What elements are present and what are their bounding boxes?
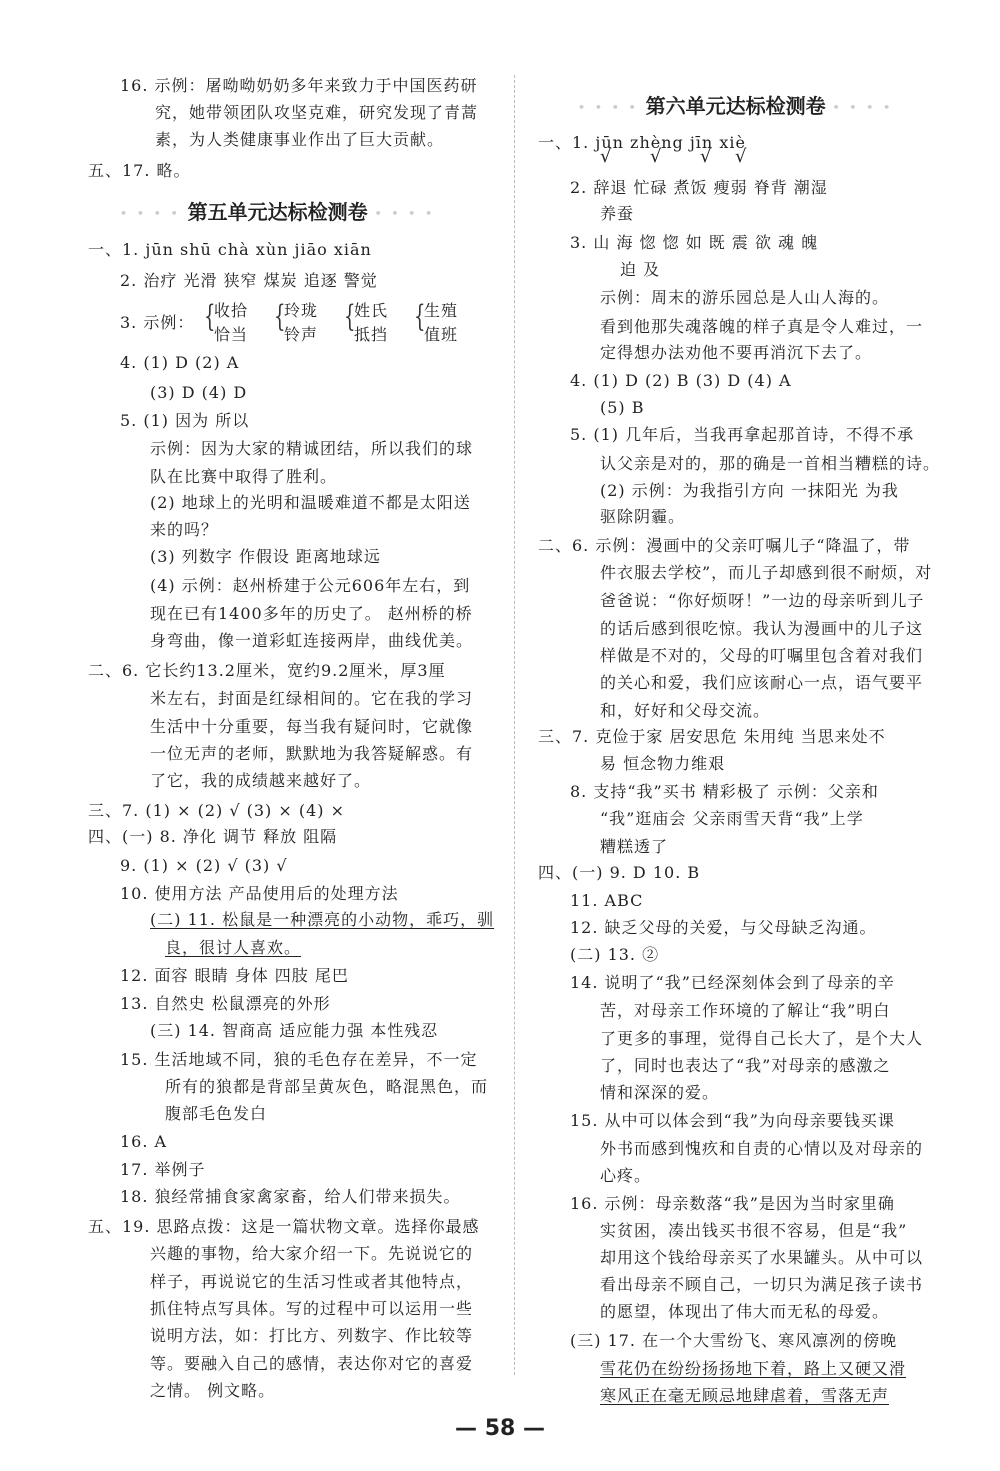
answer-line: (3) D (4) D — [150, 383, 248, 402]
answer-line: 兴趣的事物，给大家介绍一下。先说说它的 — [150, 1244, 474, 1263]
check-icon: √ — [735, 146, 747, 167]
answer-line: 三、7. 克俭于家 居安思危 朱用纯 当思来处不 — [538, 727, 886, 746]
answer-line: 苦，对母亲工作环境的了解让“我”明白 — [600, 1001, 891, 1020]
brace-group — [200, 300, 270, 346]
answer-line: 的话后感到很吃惊。我认为漫画中的儿子这 — [600, 619, 924, 638]
brace-groups — [200, 300, 480, 346]
answer-line: 寒风正在毫无顾忌地肆虐着，雪落无声 — [600, 1386, 890, 1405]
answer-line: 11. ABC — [570, 891, 644, 910]
answer-line: 二、6. 示例：漫画中的父亲叮嘱儿子“降温了，带 — [538, 536, 911, 555]
brace-prefix: 3. 示例： — [120, 313, 195, 332]
brace-icon: { — [204, 299, 217, 334]
answer-line: 情和深深的爱。 — [600, 1083, 720, 1102]
answer-line: 认父亲是对的，那的确是一首相当糟糕的诗。 — [600, 454, 941, 473]
answer-line: (4) 示例：赵州桥建于公元606年左右，到 — [150, 576, 471, 595]
answer-line: 件衣服去学校”，而儿子却感到很不耐烦，对 — [600, 563, 933, 582]
answer-line: 米左右，封面是红绿相间的。它在我的学习 — [150, 689, 474, 708]
answer-line: 示例：周末的游乐园总是人山人海的。 — [600, 288, 890, 307]
answer-line: 的关心和爱，我们应该耐心一点，语气要平 — [600, 673, 924, 692]
answer-line: 了它，我的成绩越来越好了。 — [150, 771, 372, 790]
answer-line: 易 恒念物力维艰 — [600, 754, 726, 773]
answer-line: 18. 狼经常捕食家禽家畜，给人们带来损失。 — [120, 1187, 461, 1206]
brace-word: 抵挡 — [354, 325, 389, 344]
answer-line: 12. 面容 眼睛 身体 四肢 尾巴 — [120, 966, 349, 985]
answer-line: 一、1. jūn zhèng jīn xiè — [538, 133, 746, 152]
answer-line: 8. 支持“我”买书 精彩极了 示例：父亲和 — [570, 782, 879, 801]
brace-word: 生殖 — [424, 301, 459, 320]
answer-line: (2) 示例：为我指引方向 一抹阳光 为我 — [600, 481, 899, 500]
answer-line: 之情。 例文略。 — [150, 1381, 276, 1400]
answer-line: 生活中十分重要，每当我有疑问时，它就像 — [150, 717, 474, 736]
unit6-heading — [578, 90, 893, 119]
brace-word: 恰当 — [214, 325, 249, 344]
brace-icon: { — [274, 299, 287, 334]
answer-line: 四、(一) 8. 净化 调节 释放 阻隔 — [88, 827, 338, 846]
answer-line: 了，同时也表达了“我”对母亲的感激之 — [600, 1056, 891, 1075]
heading-dots-right: • • • • — [832, 101, 894, 114]
answer-line: 糟糕透了 — [600, 837, 669, 856]
answer-line: 却用这个钱给母亲买了水果罐头。从中可以 — [600, 1248, 924, 1267]
brace-word: 玲珑 — [284, 301, 319, 320]
answer-line: 等。要融入自己的感情，表达你对它的喜爱 — [150, 1354, 474, 1373]
answer-line: (二) 11. 松鼠是一种漂亮的小动物，乖巧，驯 — [150, 910, 495, 929]
answer-line: 9. (1) × (2) √ (3) √ — [120, 856, 288, 875]
answer-line: 二、6. 它长约13.2厘米，宽约9.2厘米，厚3厘 — [88, 661, 446, 680]
answer-line: 示例：因为大家的精诚团结，所以我们的球 — [150, 439, 474, 458]
answer-line: 一位无声的老师，默默地为我答疑解惑。有 — [150, 744, 474, 763]
answer-line: (三) 17. 在一个大雪纷飞、寒风凛冽的傍晚 — [570, 1331, 898, 1350]
answer-line: 一、1. jūn shū chà xùn jiāo xiān — [88, 240, 372, 259]
answer-line: 雪花仍在纷纷扬扬地下着，路上又硬又滑 — [600, 1359, 907, 1378]
answer-line: (二) 13. ② — [570, 945, 660, 964]
answer-line: 驱除阴霾。 — [600, 507, 686, 526]
unit5-heading — [120, 196, 435, 225]
answer-line: 现在已有1400多年的历史了。 赵州桥的桥 — [150, 604, 473, 623]
check-icon: √ — [600, 146, 612, 167]
answer-line: 的愿望，体现出了伟大而无私的母爱。 — [600, 1302, 890, 1321]
brace-word: 值班 — [424, 325, 459, 344]
heading-dots-right: • • • • — [374, 207, 436, 220]
answer-line: 样子，再说说它的生活习性或者其他特点， — [150, 1272, 474, 1291]
unit5-heading-text: 第五单元达标检测卷 — [187, 200, 368, 224]
answer-line: 16. 示例：屠呦呦奶奶多年来致力于中国医药研 — [120, 76, 478, 95]
answer-line: 迫 及 — [620, 260, 661, 279]
unit6-heading-text: 第六单元达标检测卷 — [645, 94, 826, 118]
answer-line: 爸爸说：“你好烦呀！”一边的母亲听到儿子 — [600, 591, 925, 610]
answer-line: (2) 地球上的光明和温暖难道不都是太阳送 — [150, 493, 471, 512]
answer-line: 样做是不对的，父母的叮嘱里包含着对我们 — [600, 646, 924, 665]
brace-group — [410, 300, 480, 346]
answer-line: 16. 示例：母亲数落“我”是因为当时家里确 — [570, 1194, 895, 1213]
column-divider — [514, 75, 515, 1375]
answer-line: 腹部毛色发白 — [165, 1104, 268, 1123]
answer-line: 说明方法，如：打比方、列数字、作比较等 — [150, 1326, 474, 1345]
answer-line: “我”逛庙会 父亲雨雪天背“我”上学 — [600, 809, 864, 828]
page-number: — 58 — — [455, 1416, 545, 1441]
answer-line: 所有的狼都是背部呈黄灰色，略混黑色，而 — [165, 1077, 489, 1096]
answer-line: 14. 说明了“我”已经深刻体会到了母亲的辛 — [570, 973, 895, 992]
answer-line: 实贫困，凑出钱买书很不容易，但是“我” — [600, 1221, 908, 1240]
answer-line: 12. 缺乏父母的关爱，与父母缺乏沟通。 — [570, 918, 877, 937]
check-icon: √ — [650, 146, 662, 167]
brace-icon: { — [414, 299, 427, 334]
brace-word: 姓氏 — [354, 301, 389, 320]
answer-line: 抓住特点写具体。写的过程中可以运用一些 — [150, 1299, 474, 1318]
answer-line: (3) 列数字 作假设 距离地球远 — [150, 547, 381, 566]
answer-line: 四、(一) 9. D 10. B — [538, 863, 701, 882]
answer-line: 2. 辞退 忙碌 煮饭 瘦弱 脊背 潮湿 — [570, 178, 828, 197]
answer-line: 五、17. 略。 — [88, 161, 191, 180]
answer-line: 素，为人类健康事业作出了巨大贡献。 — [155, 130, 445, 149]
answer-line: 2. 治疗 光滑 狭窄 煤炭 追逐 警觉 — [120, 271, 378, 290]
brace-group — [340, 300, 410, 346]
answer-line: 看出母亲不顾自己，一切只为满足孩子读书 — [600, 1275, 924, 1294]
brace-word: 铃声 — [284, 325, 319, 344]
answer-line: 16. A — [120, 1132, 168, 1151]
answer-line: 5. (1) 几年后，当我再拿起那首诗，不得不承 — [570, 425, 915, 444]
brace-word: 收拾 — [214, 301, 249, 320]
answer-line: 10. 使用方法 产品使用后的处理方法 — [120, 884, 399, 903]
answer-line: 心疼。 — [600, 1166, 652, 1185]
answer-line: 13. 自然史 松鼠漂亮的外形 — [120, 994, 331, 1013]
answer-line: 五、19. 思路点拨：这是一篇状物文章。选择你最感 — [88, 1217, 480, 1236]
answer-line: 5. (1) 因为 所以 — [120, 411, 250, 430]
answer-line: 究，她带领团队攻坚克难，研究发现了青蒿 — [155, 103, 479, 122]
answer-line: 三、7. (1) × (2) √ (3) × (4) × — [88, 801, 346, 820]
brace-group — [270, 300, 340, 346]
answer-line: (三) 14. 智商高 适应能力强 本性残忍 — [150, 1021, 439, 1040]
answer-line: 来的吗？ — [150, 520, 219, 539]
answer-line: 了更多的事理，觉得自己长大了，是个大人 — [600, 1029, 924, 1048]
answer-line: 15. 从中可以体会到“我”为向母亲要钱买课 — [570, 1111, 895, 1130]
answer-line: 定得想办法劝他不要再消沉下去了。 — [600, 343, 873, 362]
check-icon: √ — [700, 146, 712, 167]
answer-line: 外书而感到愧疚和自责的心情以及对母亲的 — [600, 1139, 924, 1158]
heading-dots-left: • • • • — [120, 207, 181, 220]
answer-line: 4. (1) D (2) A — [120, 353, 240, 372]
answer-line: 队在比赛中取得了胜利。 — [150, 467, 338, 486]
answer-line: 15. 生活地域不同，狼的毛色存在差异，不一定 — [120, 1050, 478, 1069]
answer-line: 17. 举例子 — [120, 1160, 206, 1179]
answer-line: 养蚕 — [600, 204, 635, 223]
answer-line: 4. (1) D (2) B (3) D (4) A — [570, 371, 792, 390]
answer-line: (5) B — [600, 398, 645, 417]
answer-line: 看到他那失魂落魄的样子真是令人难过，一 — [600, 317, 924, 336]
answer-line: 良，很讨人喜欢。 — [165, 938, 302, 957]
heading-dots-left: • • • • — [578, 101, 639, 114]
answer-line: 身弯曲，像一道彩虹连接两岸，曲线优美。 — [150, 631, 474, 650]
brace-icon: { — [344, 299, 357, 334]
answer-line: 3. 山 海 惚 惚 如 既 震 欲 魂 魄 — [570, 233, 819, 252]
answer-line: 和，好好和父母交流。 — [600, 701, 771, 720]
